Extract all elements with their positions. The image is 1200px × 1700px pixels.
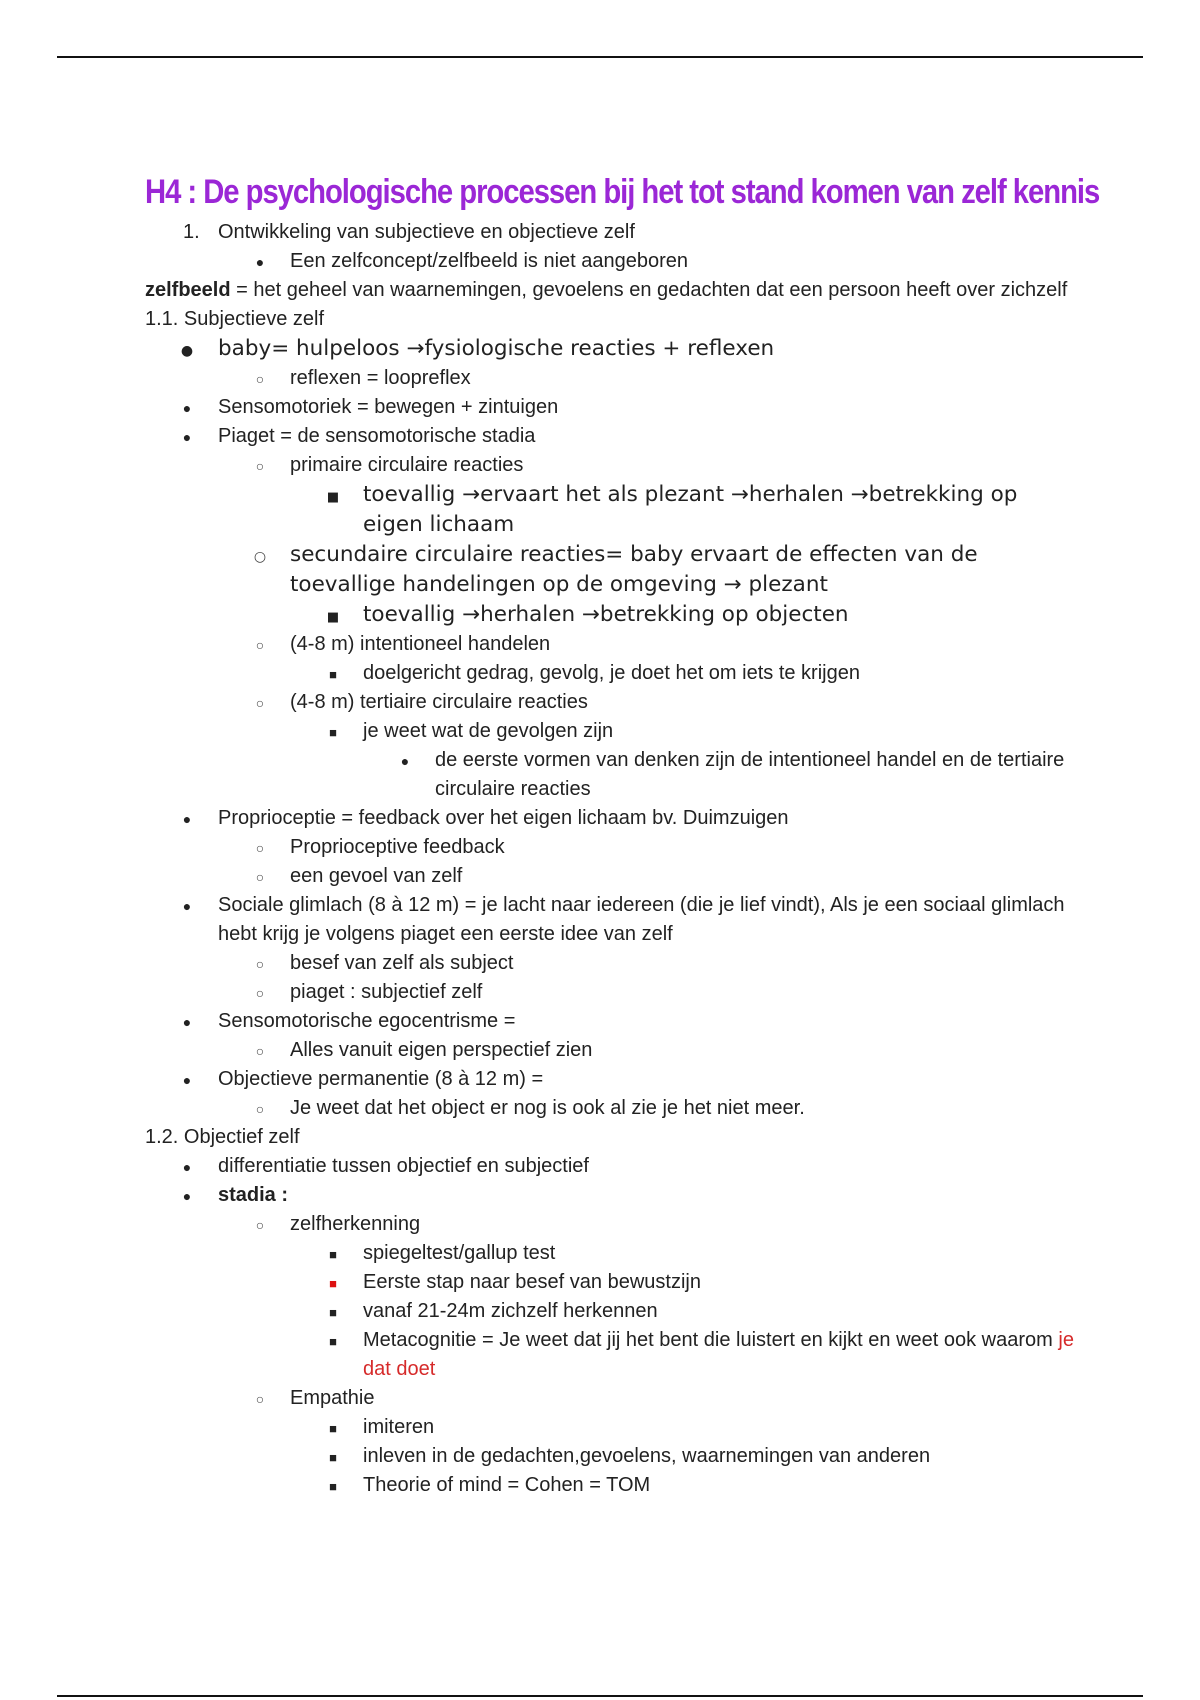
list-item-text: spiegeltest/gallup test — [363, 1242, 556, 1264]
square-bullet-icon — [323, 600, 343, 633]
list-item-text: Een zelfconcept/zelfbeeld is niet aangeboren — [290, 250, 689, 272]
list-item — [145, 1152, 1080, 1181]
definition-paragraph — [145, 276, 1080, 305]
list-item-text: besef van zelf als subject — [290, 952, 514, 974]
square-bullet-icon — [323, 1413, 343, 1443]
list-item — [145, 659, 1080, 688]
list-item-text: Objectieve permanentie (8 à 12 m) = — [218, 1068, 544, 1090]
list-item — [145, 688, 1080, 717]
numbered-item — [145, 218, 1080, 247]
numbered-item-text: Ontwikkeling van subjectieve en objectieve zelf — [218, 221, 635, 243]
section-heading: 1.2. Objectief zelf — [145, 1126, 300, 1148]
list-item — [145, 1094, 1080, 1123]
list-item — [145, 1239, 1080, 1268]
bullet-icon — [395, 746, 415, 776]
list-item-text: differentiatie tussen objectief en subjectief — [218, 1155, 589, 1177]
bullet-icon — [177, 1007, 197, 1037]
list-item — [145, 833, 1080, 862]
square-bullet-icon — [323, 480, 343, 513]
square-bullet-icon — [323, 717, 343, 747]
bullet-icon — [177, 1065, 197, 1095]
list-item — [145, 1181, 1080, 1210]
list-item-text: inleven in de gedachten,gevoelens, waarnemingen van anderen — [363, 1445, 931, 1467]
page-title: H4 : De psychologische processen bij het tot stand komen van zelf kennis — [145, 173, 1100, 211]
list-item-text: reflexen = loopreflex — [290, 367, 471, 389]
list-item-text: Piaget = de sensomotorische stadia — [218, 425, 536, 447]
list-item — [145, 1036, 1080, 1065]
list-item — [145, 1442, 1080, 1471]
list-item — [145, 891, 1080, 949]
square-bullet-icon — [323, 659, 343, 689]
bullet-icon — [177, 891, 197, 921]
bullet-icon — [177, 334, 197, 366]
list-item-text: doelgericht gedrag, gevolg, je doet het om iets te krijgen — [363, 662, 860, 684]
red-square-bullet-icon — [323, 1268, 343, 1298]
square-bullet-icon — [323, 1442, 343, 1472]
list-item-text: je weet wat de gevolgen zijn — [363, 720, 614, 742]
list-item — [145, 393, 1080, 422]
list-item — [145, 1007, 1080, 1036]
list-item-text: toevallig →herhalen →betrekking op objecten — [363, 602, 849, 627]
circle-bullet-icon — [250, 688, 270, 718]
circle-bullet-icon — [250, 540, 270, 572]
list-item-text: Proprioceptive feedback — [290, 836, 505, 858]
list-item-text: (4-8 m) tertiaire circulaire reacties — [290, 691, 588, 713]
list-item — [145, 978, 1080, 1007]
list-item — [145, 1326, 1080, 1384]
list-item-text: vanaf 21-24m zichzelf herkennen — [363, 1300, 658, 1322]
list-item-text: Sensomotoriek = bewegen + zintuigen — [218, 396, 559, 418]
list-item-text: Proprioceptie = feedback over het eigen lichaam bv. Duimzuigen — [218, 807, 789, 829]
square-bullet-icon — [323, 1297, 343, 1327]
circle-bullet-icon — [250, 1384, 270, 1414]
definition-term: zelfbeeld — [145, 279, 231, 301]
square-bullet-icon — [323, 1326, 343, 1356]
list-item — [145, 1297, 1080, 1326]
list-item-text: een gevoel van zelf — [290, 865, 463, 887]
section-heading: 1.1. Subjectieve zelf — [145, 308, 324, 330]
bullet-icon — [177, 393, 197, 423]
circle-bullet-icon — [250, 949, 270, 979]
circle-bullet-icon — [250, 1094, 270, 1124]
list-item — [145, 364, 1080, 393]
list-item — [145, 1268, 1080, 1297]
list-item-text: de eerste vormen van denken zijn de intentioneel handel en de tertiaire circulaire reacties — [435, 749, 1065, 800]
list-item — [145, 717, 1080, 746]
list-item — [145, 746, 1080, 804]
circle-bullet-icon — [250, 978, 270, 1008]
square-bullet-icon — [323, 1471, 343, 1501]
list-item — [145, 247, 1080, 276]
list-item — [145, 1210, 1080, 1239]
list-item-text: baby= hulpeloos →fysiologische reacties + reflexen — [218, 336, 775, 361]
list-item — [145, 422, 1080, 451]
item-number: 1. — [183, 221, 200, 243]
list-item — [145, 334, 1080, 364]
list-item-text: Empathie — [290, 1387, 375, 1409]
list-item — [145, 540, 1080, 600]
list-item — [145, 1384, 1080, 1413]
highlighted-text: je dat doet — [363, 1329, 1074, 1380]
list-item-text: toevallig →ervaart het als plezant →herhalen →betrekking op eigen lichaam — [363, 482, 1018, 537]
list-item-text: piaget : subjectief zelf — [290, 981, 483, 1003]
list-item — [145, 862, 1080, 891]
list-item — [145, 804, 1080, 833]
list-item-text: Sociale glimlach (8 à 12 m) = je lacht naar iedereen (die je lief vindt), Als je een sociaal glimlach hebt krijg je volgens piaget een eerste idee van zelf — [218, 894, 1065, 945]
bullet-icon — [177, 1181, 197, 1211]
list-item-text: Sensomotorische egocentrisme = — [218, 1010, 516, 1032]
list-item — [145, 451, 1080, 480]
list-item-text: (4-8 m) intentioneel handelen — [290, 633, 551, 655]
bullet-icon — [177, 422, 197, 452]
list-item — [145, 1065, 1080, 1094]
list-item-text: zelfherkenning — [290, 1213, 421, 1235]
circle-bullet-icon — [250, 833, 270, 863]
list-item — [145, 630, 1080, 659]
list-item-text: stadia : — [218, 1184, 289, 1206]
bullet-icon — [250, 247, 270, 277]
bullet-icon — [177, 804, 197, 834]
bullet-icon — [177, 1152, 197, 1182]
circle-bullet-icon — [250, 451, 270, 481]
list-item — [145, 1413, 1080, 1442]
list-item — [145, 1471, 1080, 1500]
bottom-rule — [57, 1695, 1143, 1697]
list-item — [145, 949, 1080, 978]
circle-bullet-icon — [250, 1036, 270, 1066]
list-item-text: Theorie of mind = Cohen = TOM — [363, 1474, 651, 1496]
list-item — [145, 600, 1080, 630]
circle-bullet-icon — [250, 630, 270, 660]
document-body — [145, 170, 1100, 1500]
list-item-text: Eerste stap naar besef van bewustzijn — [363, 1271, 701, 1293]
circle-bullet-icon — [250, 862, 270, 892]
circle-bullet-icon — [250, 1210, 270, 1240]
list-item — [145, 480, 1080, 540]
square-bullet-icon — [323, 1239, 343, 1269]
top-rule — [57, 56, 1143, 58]
circle-bullet-icon — [250, 364, 270, 394]
list-item-text: Je weet dat het object er nog is ook al zie je het niet meer. — [290, 1097, 805, 1119]
list-item-text: imiteren — [363, 1416, 435, 1438]
definition-text: = het geheel van waarnemingen, gevoelens en gedachten dat een persoon heeft over zichzelf — [230, 279, 1068, 301]
list-item-text: primaire circulaire reacties — [290, 454, 524, 476]
list-item-text: Metacognitie = Je weet dat jij het bent die luistert en kijkt en weet ook waarom — [363, 1329, 1059, 1351]
list-item-text: secundaire circulaire reacties= baby ervaart de effecten van de toevallige handelingen op de omgeving → plezant — [290, 542, 978, 597]
list-item-text: Alles vanuit eigen perspectief zien — [290, 1039, 593, 1061]
